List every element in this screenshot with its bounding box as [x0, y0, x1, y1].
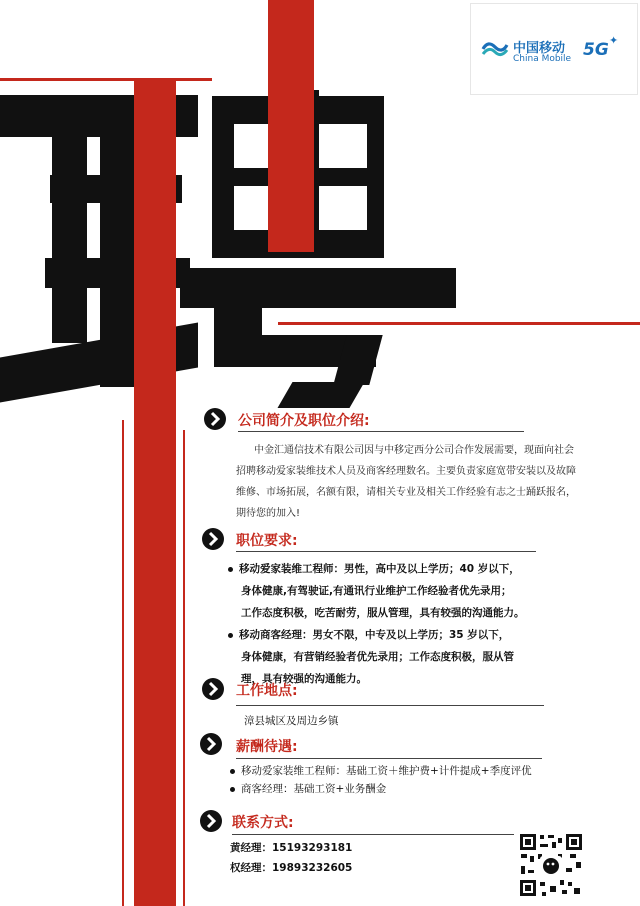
- contact-huang: 黄经理：15193293181: [230, 842, 353, 854]
- bullet-icon: [228, 567, 233, 572]
- intro-paragraph: [236, 440, 576, 524]
- requirement-line: 移动爱家装维工程师：男性，高中及以上学历；40 岁以下，: [239, 563, 520, 575]
- wechat-qr-code[interactable]: [518, 832, 584, 898]
- intro-rule: [238, 431, 524, 432]
- arrow-circle-icon: [204, 408, 226, 430]
- decor-line-v3: [183, 430, 185, 906]
- salary-title: 薪酬待遇:: [236, 739, 298, 755]
- contact-title: 联系方式:: [232, 815, 294, 831]
- hero-character: [0, 0, 1, 1]
- salary-text: 移动爱家装维工程师：基础工资＋维护费+计件提成+季度评优: [241, 765, 532, 777]
- bullet-icon: [228, 633, 233, 638]
- intro-line: 招聘移动爱家装维技术人员及商客经理数名。主要负责家庭宽带安装以及故障: [236, 466, 576, 477]
- arrow-circle-icon: [202, 678, 224, 700]
- arrow-circle-icon: [202, 528, 224, 550]
- contact-list: [230, 838, 352, 878]
- requirement-line: 身体健康,有驾驶证,有通讯行业维护工作经验者优先录用；: [241, 585, 512, 597]
- logo-5g-sparkle-icon: ✦: [609, 34, 619, 47]
- salary-rule: [236, 758, 542, 759]
- intro-title: 公司简介及职位介绍:: [238, 413, 370, 429]
- bullet-icon: [230, 787, 235, 792]
- requirements-rule: [236, 551, 536, 552]
- bullet-icon: [230, 769, 235, 774]
- requirement-line: 理，具有较强的沟通能力。: [241, 673, 367, 685]
- decor-line-v2: [122, 420, 124, 906]
- location-title: 工作地点:: [236, 683, 298, 699]
- intro-line: 中金汇通信技术有限公司因与中移定西分公司合作发展需要，现面向社会: [254, 445, 574, 456]
- logo-5g-badge: 5G: [583, 40, 609, 60]
- salary-item: [230, 762, 570, 780]
- requirements-list: [228, 558, 568, 690]
- arrow-circle-icon: [200, 810, 222, 832]
- requirements-title: 职位要求:: [236, 533, 298, 549]
- requirement-line: 工作态度积极，吃苦耐劳，服从管理，具有较强的沟通能力。: [241, 607, 525, 619]
- requirement-item: [228, 558, 568, 624]
- qr-code-icon: [518, 832, 584, 898]
- decor-line-right: [278, 322, 640, 325]
- arrow-circle-icon: [200, 733, 222, 755]
- requirement-line: 身体健康，有营销经验者优先录用；工作态度积极，服从管: [241, 651, 514, 663]
- china-mobile-emblem-icon: [481, 38, 509, 60]
- contact-quan: 权经理：19893232605: [230, 862, 353, 874]
- intro-line: 维修、市场拓展，名额有限，请相关专业及相关工作经验有志之士踊跃报名，: [236, 487, 576, 498]
- contact-rule: [232, 834, 514, 835]
- logo-cn-text: 中国移动: [513, 41, 566, 56]
- salary-list: [230, 762, 570, 798]
- logo-en-text: China Mobile: [513, 54, 572, 64]
- location-rule: [236, 705, 544, 706]
- salary-item: [230, 780, 570, 798]
- red-bar-right: [268, 0, 314, 252]
- salary-text: 商客经理：基础工资+业务酬金: [241, 783, 387, 795]
- decor-line-top: [0, 78, 212, 81]
- intro-line: 期待您的加入!: [236, 508, 301, 519]
- china-mobile-logo: [470, 3, 638, 95]
- location-text: 漳县城区及周边乡镇: [244, 715, 339, 727]
- requirement-line: 移动商客经理：男女不限，中专及以上学历；35 岁以下，: [239, 629, 510, 641]
- red-bar-left: [134, 78, 176, 906]
